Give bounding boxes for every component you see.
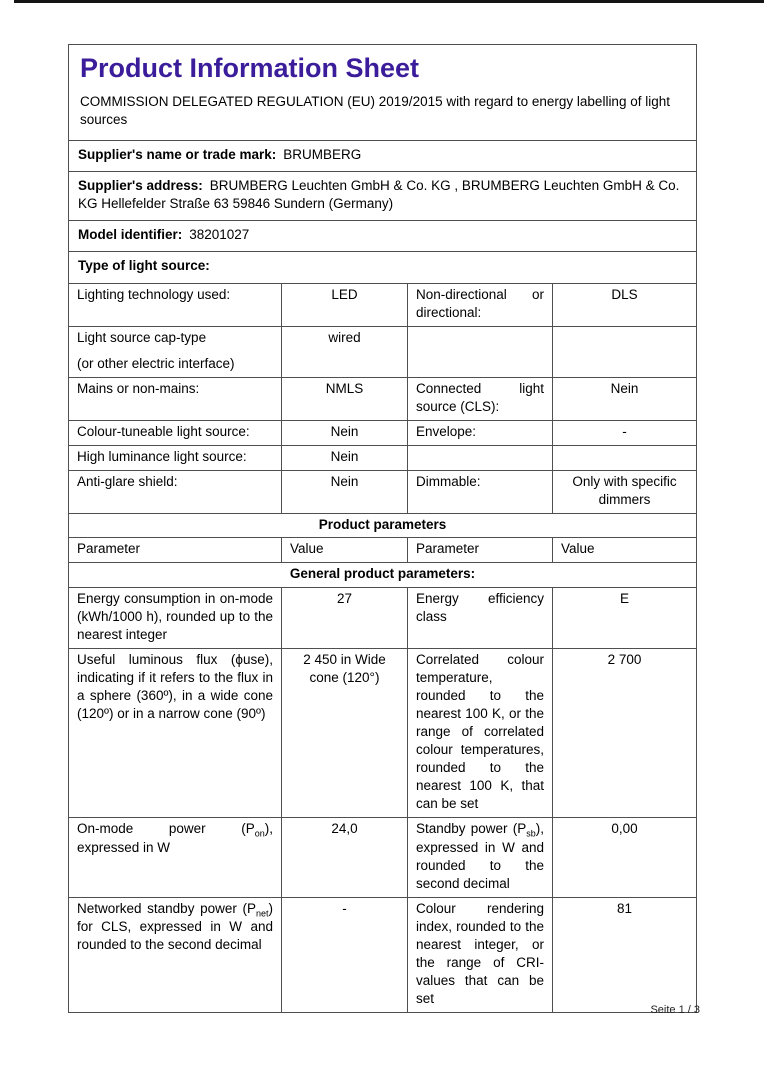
product-information-table [68, 44, 697, 1013]
text-paragraph: Connected light source (CLS): [416, 380, 544, 414]
param-cell [408, 420, 553, 445]
param-cell [69, 326, 282, 377]
text-paragraph: Networked standby power $(P_{net})$ for CLS, expressed in W and rounded to the second decimal [77, 900, 273, 952]
table-row [69, 420, 697, 445]
general-product-parameters-header: General product parameters: [69, 563, 697, 587]
param-cell [69, 818, 282, 897]
param-cell [408, 818, 553, 897]
text-paragraph: Non-directional or directional: [416, 286, 544, 320]
info-value: 38201027 [189, 227, 250, 243]
value-cell: 0,00 [553, 818, 697, 897]
info-row [69, 141, 697, 172]
text-paragraph: (or other electric interface) [77, 355, 235, 371]
column-header-row [69, 538, 697, 563]
column-header-value-1: Value [282, 538, 408, 563]
value-cell [553, 446, 697, 471]
table-row [69, 446, 697, 471]
text-paragraph: Energy consumption in on-mode (kWh/1000 h), rounded up to the nearest integer [77, 590, 273, 642]
page-number: Seite 1 / 3 [650, 1004, 700, 1016]
table-row [69, 897, 697, 1012]
value-cell: - [282, 897, 408, 1012]
product-parameters-header: Product parameters [69, 514, 697, 538]
info-row [69, 221, 697, 252]
info-value: BRUMBERG Leuchten GmbH & Co. KG , BRUMBERG Leuchten GmbH & Co. KG Hellefelder Straße 63 59846 Sundern (Germany) [78, 178, 680, 212]
page-subtitle: COMMISSION DELEGATED REGULATION (EU) 2019/2015 with regard to energy labelling of light sources [80, 93, 670, 127]
value-cell: LED [282, 283, 408, 326]
value-cell: Nein [282, 446, 408, 471]
title-section [69, 45, 697, 141]
param-cell [408, 283, 553, 326]
param-cell [408, 446, 553, 471]
param-cell [69, 420, 282, 445]
info-cell [69, 172, 697, 221]
param-cell [69, 587, 282, 648]
text-paragraph: Colour rendering index, rounded to the nearest integer, or the range of CRI-values that can be set [416, 900, 544, 1007]
table-row [69, 377, 697, 420]
value-cell: E [553, 587, 697, 648]
info-row [69, 252, 697, 283]
text-paragraph: Anti-glare shield: [77, 474, 178, 490]
info-label: Supplier's name or trade mark: [78, 147, 277, 163]
value-cell: Nein [553, 377, 697, 420]
info-label: Supplier's address: [78, 178, 203, 194]
supplier-info-section [69, 141, 697, 283]
value-cell: Nein [282, 471, 408, 514]
window-top-edge [14, 0, 764, 3]
text-paragraph: Envelope: [416, 423, 477, 439]
param-cell [69, 648, 282, 818]
section-header-row [69, 563, 697, 587]
column-header-value-2: Value [553, 538, 697, 563]
value-cell: - [553, 420, 697, 445]
product-parameters-header-section [69, 514, 697, 587]
value-cell: DLS [553, 283, 697, 326]
info-cell [69, 252, 697, 283]
info-cell [69, 221, 697, 252]
general-parameters-section [69, 587, 697, 1013]
info-label: Type of light source: [78, 258, 210, 274]
text-paragraph: Colour-tuneable light source: [77, 423, 250, 439]
text-paragraph: Light source cap-type [77, 329, 207, 345]
value-cell: 81 [553, 897, 697, 1012]
column-header-parameter-1: Parameter [69, 538, 282, 563]
value-cell: Only with specific dimmers [553, 471, 697, 514]
text-paragraph: Lighting technology used: [77, 286, 231, 302]
text-paragraph: Energy efficiency class [416, 590, 544, 624]
param-cell [408, 471, 553, 514]
table-row [69, 587, 697, 648]
table-row [69, 326, 697, 377]
info-value: BRUMBERG [283, 147, 362, 163]
value-cell: 27 [282, 587, 408, 648]
text-paragraph: Standby power $(P_{sb})$, expressed in W and rounded to the second decimal [416, 821, 544, 891]
text-paragraph: Dimmable: [416, 474, 481, 490]
info-cell [69, 141, 697, 172]
info-label: Model identifier: [78, 227, 183, 243]
table-row [69, 648, 697, 818]
param-cell [408, 648, 553, 818]
table-row [69, 818, 697, 897]
param-cell [69, 471, 282, 514]
param-cell [408, 897, 553, 1012]
section-header-row [69, 514, 697, 538]
value-cell: Nein [282, 420, 408, 445]
value-cell: 2 450 in Wide cone (120°) [282, 648, 408, 818]
value-cell: 24,0 [282, 818, 408, 897]
value-cell: wired [282, 326, 408, 377]
param-cell [69, 283, 282, 326]
info-row [69, 172, 697, 221]
value-cell [553, 326, 697, 377]
value-cell: 2 700 [553, 648, 697, 818]
param-cell [408, 377, 553, 420]
param-cell [408, 326, 553, 377]
value-cell: NMLS [282, 377, 408, 420]
page-title: Product Information Sheet [80, 53, 420, 83]
title-cell [69, 45, 697, 141]
document-page [68, 44, 696, 1013]
param-cell [408, 587, 553, 648]
table-row [69, 283, 697, 326]
param-cell [69, 377, 282, 420]
column-header-parameter-2: Parameter [408, 538, 553, 563]
table-row [69, 471, 697, 514]
text-paragraph: High luminance light source: [77, 449, 247, 465]
text-paragraph: Useful luminous flux (ϕuse), indicating if it refers to the flux in a sphere (360º), in a wide cone (120º) or in a narrow cone (90º) [77, 651, 273, 721]
text-paragraph: Mains or non-mains: [77, 380, 200, 396]
text-paragraph: On-mode power $(P_{on})$, expressed in W [77, 821, 273, 855]
title-row [69, 45, 697, 141]
param-cell [69, 897, 282, 1012]
param-cell [69, 446, 282, 471]
type-of-light-source-section [69, 283, 697, 514]
text-paragraph: Correlated colour temperature, rounded to the nearest 100 K, or the range of correlated colour temperatures, rounded to the nearest 100 K, that can be set [416, 651, 544, 812]
